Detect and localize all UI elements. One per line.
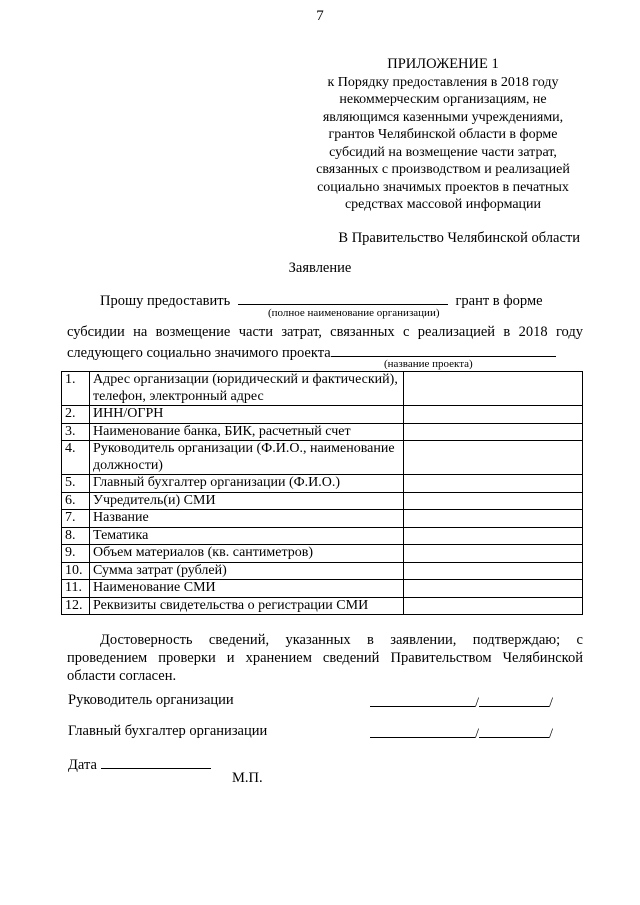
row-number: 5. (62, 475, 90, 493)
row-value-cell[interactable] (403, 423, 582, 441)
row-label: ИНН/ОГРН (90, 406, 404, 424)
table-row (62, 580, 583, 598)
table-row (62, 527, 583, 545)
table-row (62, 597, 583, 615)
row-value-cell[interactable] (403, 597, 582, 615)
head-signature-line (370, 692, 553, 712)
row-value-cell[interactable] (403, 562, 582, 580)
date-field[interactable] (101, 754, 211, 769)
table-row (62, 562, 583, 580)
date-label: Дата (68, 757, 97, 773)
head-signature-field[interactable] (370, 692, 475, 707)
separator: / (475, 695, 480, 711)
recipient: В Правительство Челябинской области (338, 230, 580, 246)
appendix-line: к Порядку предоставления в 2018 году (327, 74, 559, 90)
stamp-label: М.П. (232, 770, 263, 786)
row-value-cell[interactable] (403, 372, 582, 406)
row-number: 1. (62, 372, 90, 406)
row-value-cell[interactable] (403, 545, 582, 563)
accountant-signature-field[interactable] (370, 723, 475, 738)
row-value-cell[interactable] (403, 492, 582, 510)
row-number: 10. (62, 562, 90, 580)
appendix-title: ПРИЛОЖЕНИЕ 1 (387, 56, 499, 72)
row-label: Учредитель(и) СМИ (90, 492, 404, 510)
request-prefix: Прошу предоставить (100, 293, 231, 309)
request-suffix: грант в форме (455, 293, 543, 309)
table-row (62, 423, 583, 441)
project-caption: (название проекта) (384, 358, 473, 370)
row-number: 7. (62, 510, 90, 528)
project-name-field[interactable] (331, 342, 556, 357)
accountant-signature-line (370, 723, 553, 743)
appendix-line: являющимся казенными учреждениями, (322, 109, 564, 125)
date-line (68, 754, 211, 774)
table-row (62, 372, 583, 406)
row-value-cell[interactable] (403, 475, 582, 493)
row-label: Реквизиты свидетельства о регистрации СМИ (90, 597, 404, 615)
separator: / (475, 726, 480, 742)
row-number: 12. (62, 597, 90, 615)
appendix-header (302, 56, 584, 214)
accountant-name-field[interactable] (479, 723, 549, 738)
separator: / (549, 726, 554, 742)
organization-name-field[interactable] (238, 290, 448, 305)
appendix-line: социально значимых проектов в печатных (317, 179, 569, 195)
row-label: Объем материалов (кв. сантиметров) (90, 545, 404, 563)
table-row (62, 406, 583, 424)
page-number: 7 (316, 8, 324, 24)
document-title: Заявление (288, 260, 352, 276)
row-label: Главный бухгалтер организации (Ф.И.О.) (90, 475, 404, 493)
confirmation-text: Достоверность сведений, указанных в заявлении, подтверждаю; с проведением проверки и хранением сведений Правительством Челябинской области согласен. (67, 632, 583, 684)
row-number: 3. (62, 423, 90, 441)
row-label: Адрес организации (юридический и фактический), телефон, электронный адрес (90, 372, 404, 406)
row-number: 2. (62, 406, 90, 424)
row-value-cell[interactable] (403, 441, 582, 475)
appendix-line: средствах массовой информации (344, 197, 542, 212)
row-label: Сумма затрат (рублей) (90, 562, 404, 580)
table-row (62, 545, 583, 563)
row-label: Руководитель организации (Ф.И.О., наименование должности) (90, 441, 404, 475)
organization-caption: (полное наименование организации) (268, 307, 440, 319)
row-value-cell[interactable] (403, 406, 582, 424)
row-number: 8. (62, 527, 90, 545)
table-row (62, 510, 583, 528)
row-label: Тематика (90, 527, 404, 545)
request-line-3 (67, 342, 556, 362)
separator: / (549, 695, 554, 711)
head-name-field[interactable] (479, 692, 549, 707)
appendix-line: грантов Челябинской области в форме (328, 127, 558, 142)
table-row (62, 441, 583, 475)
appendix-line: некоммерческим организациям, не (339, 92, 547, 107)
row-number: 6. (62, 492, 90, 510)
appendix-line: субсидий на возмещение части затрат, (329, 144, 557, 160)
row-number: 4. (62, 441, 90, 475)
row-label: Наименование банка, БИК, расчетный счет (90, 423, 404, 441)
appendix-line: связанных с производством и реализацией (316, 162, 570, 177)
row-value-cell[interactable] (403, 580, 582, 598)
table-row (62, 475, 583, 493)
request-line-2: субсидии на возмещение части затрат, связанных с реализацией в 2018 году (67, 324, 583, 340)
table-row (62, 492, 583, 510)
row-value-cell[interactable] (403, 510, 582, 528)
request-line-3-text: следующего социально значимого проекта (67, 345, 331, 361)
head-signature-label: Руководитель организации (68, 692, 234, 708)
row-number: 9. (62, 545, 90, 563)
row-number: 11. (62, 580, 90, 598)
row-label: Название (90, 510, 404, 528)
application-table (61, 371, 583, 615)
row-value-cell[interactable] (403, 527, 582, 545)
row-label: Наименование СМИ (90, 580, 404, 598)
accountant-signature-label: Главный бухгалтер организации (68, 723, 268, 739)
